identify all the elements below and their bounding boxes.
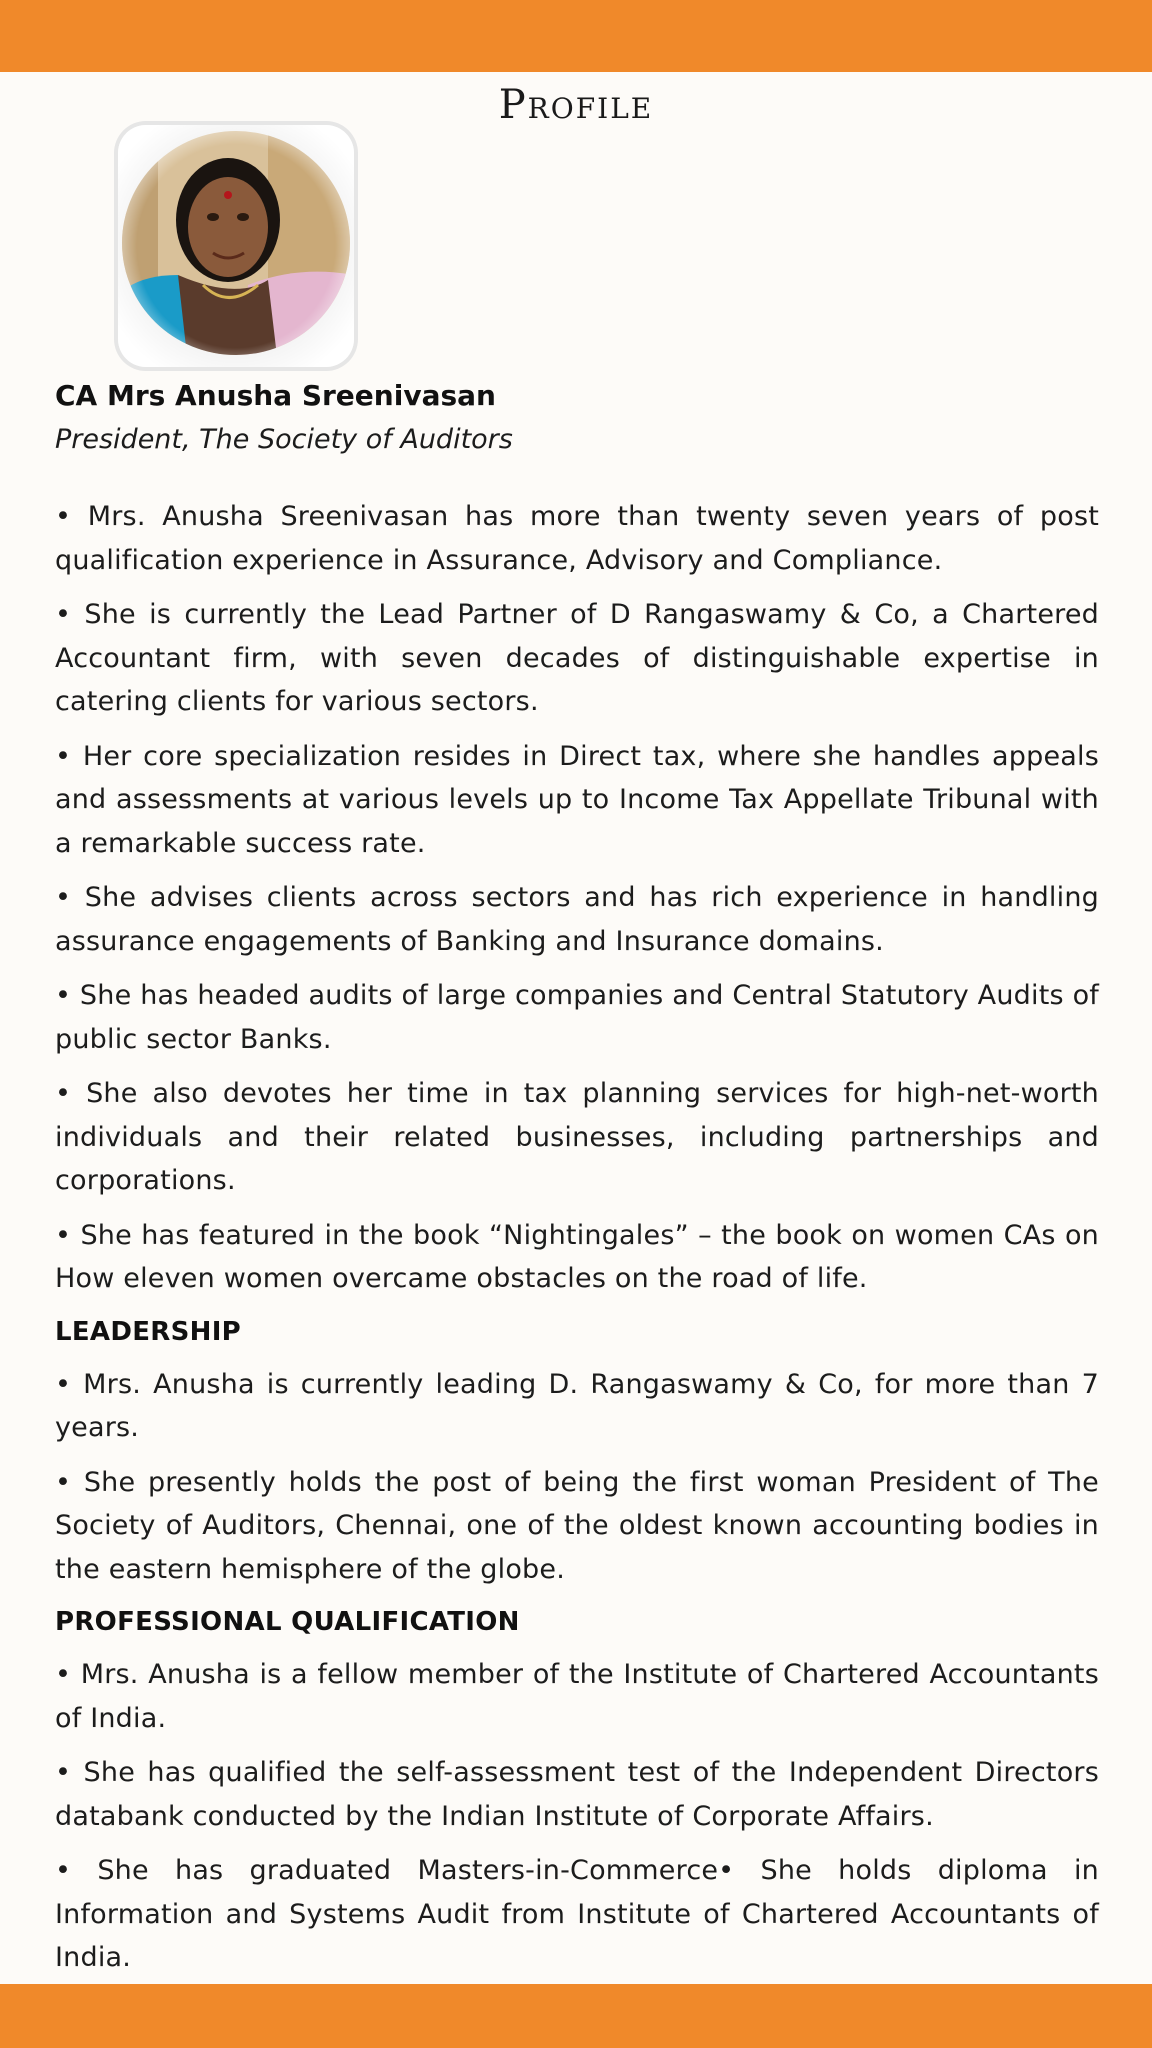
bio-item: • She also devotes her time in tax planning services for high-net-worth individuals and their related businesses, including partnerships and corporations. [55, 1078, 1099, 1196]
bottom-banner [0, 1984, 1152, 2048]
bio-item: • Mrs. Anusha Sreenivasan has more than twenty seven years of post qualification experience in Assurance, Advisory and Compliance. [55, 501, 1099, 576]
qualification-heading: PROFESSIONAL QUALIFICATION [55, 1607, 520, 1637]
top-banner [0, 0, 1152, 72]
profile-content [55, 495, 1099, 1991]
qualification-item: • She has graduated Masters-in-Commerce• She holds diploma in Information and Systems Audit from Institute of Chartered Accountants of India. [55, 1855, 1099, 1973]
person-name: CA Mrs Anusha Sreenivasan [55, 379, 496, 412]
bio-item: • She has headed audits of large companies and Central Statutory Audits of public sector Banks. [55, 980, 1099, 1055]
leadership-item: • She presently holds the post of being the first woman President of The Society of Auditors, Chennai, one of the oldest known accounting bodies in the eastern hemisphere of the globe. [55, 1466, 1099, 1585]
leadership-item: • Mrs. Anusha is currently leading D. Rangaswamy & Co, for more than 7 years. [55, 1368, 1099, 1443]
bio-item: • She has featured in the book “Nightingales” – the book on women CAs on How eleven women overcame obstacles on the road of life. [55, 1219, 1099, 1294]
bio-item: • Her core specialization resides in Direct tax, where she handles appeals and assessments at various levels up to Income Tax Appellate Tribunal with a remarkable success rate. [55, 740, 1099, 859]
bio-item: • She is currently the Lead Partner of D Rangaswamy & Co, a Chartered Accountant firm, with seven decades of distinguishable expertise in catering clients for various sectors. [55, 599, 1099, 717]
profile-photo [118, 125, 354, 367]
person-portrait-icon [118, 125, 354, 367]
bio-item: • She advises clients across sectors and has rich experience in handling assurance engagements of Banking and Insurance domains. [55, 882, 1099, 957]
qualification-item: • Mrs. Anusha is a fellow member of the Institute of Chartered Accountants of India. [55, 1659, 1099, 1734]
person-role: President, The Society of Auditors [55, 424, 513, 455]
qualification-item: • She has qualified the self-assessment test of the Independent Directors databank conducted by the Indian Institute of Corporate Affairs. [55, 1757, 1099, 1832]
page-title: Profile [498, 82, 654, 128]
leadership-heading: LEADERSHIP [55, 1316, 242, 1347]
